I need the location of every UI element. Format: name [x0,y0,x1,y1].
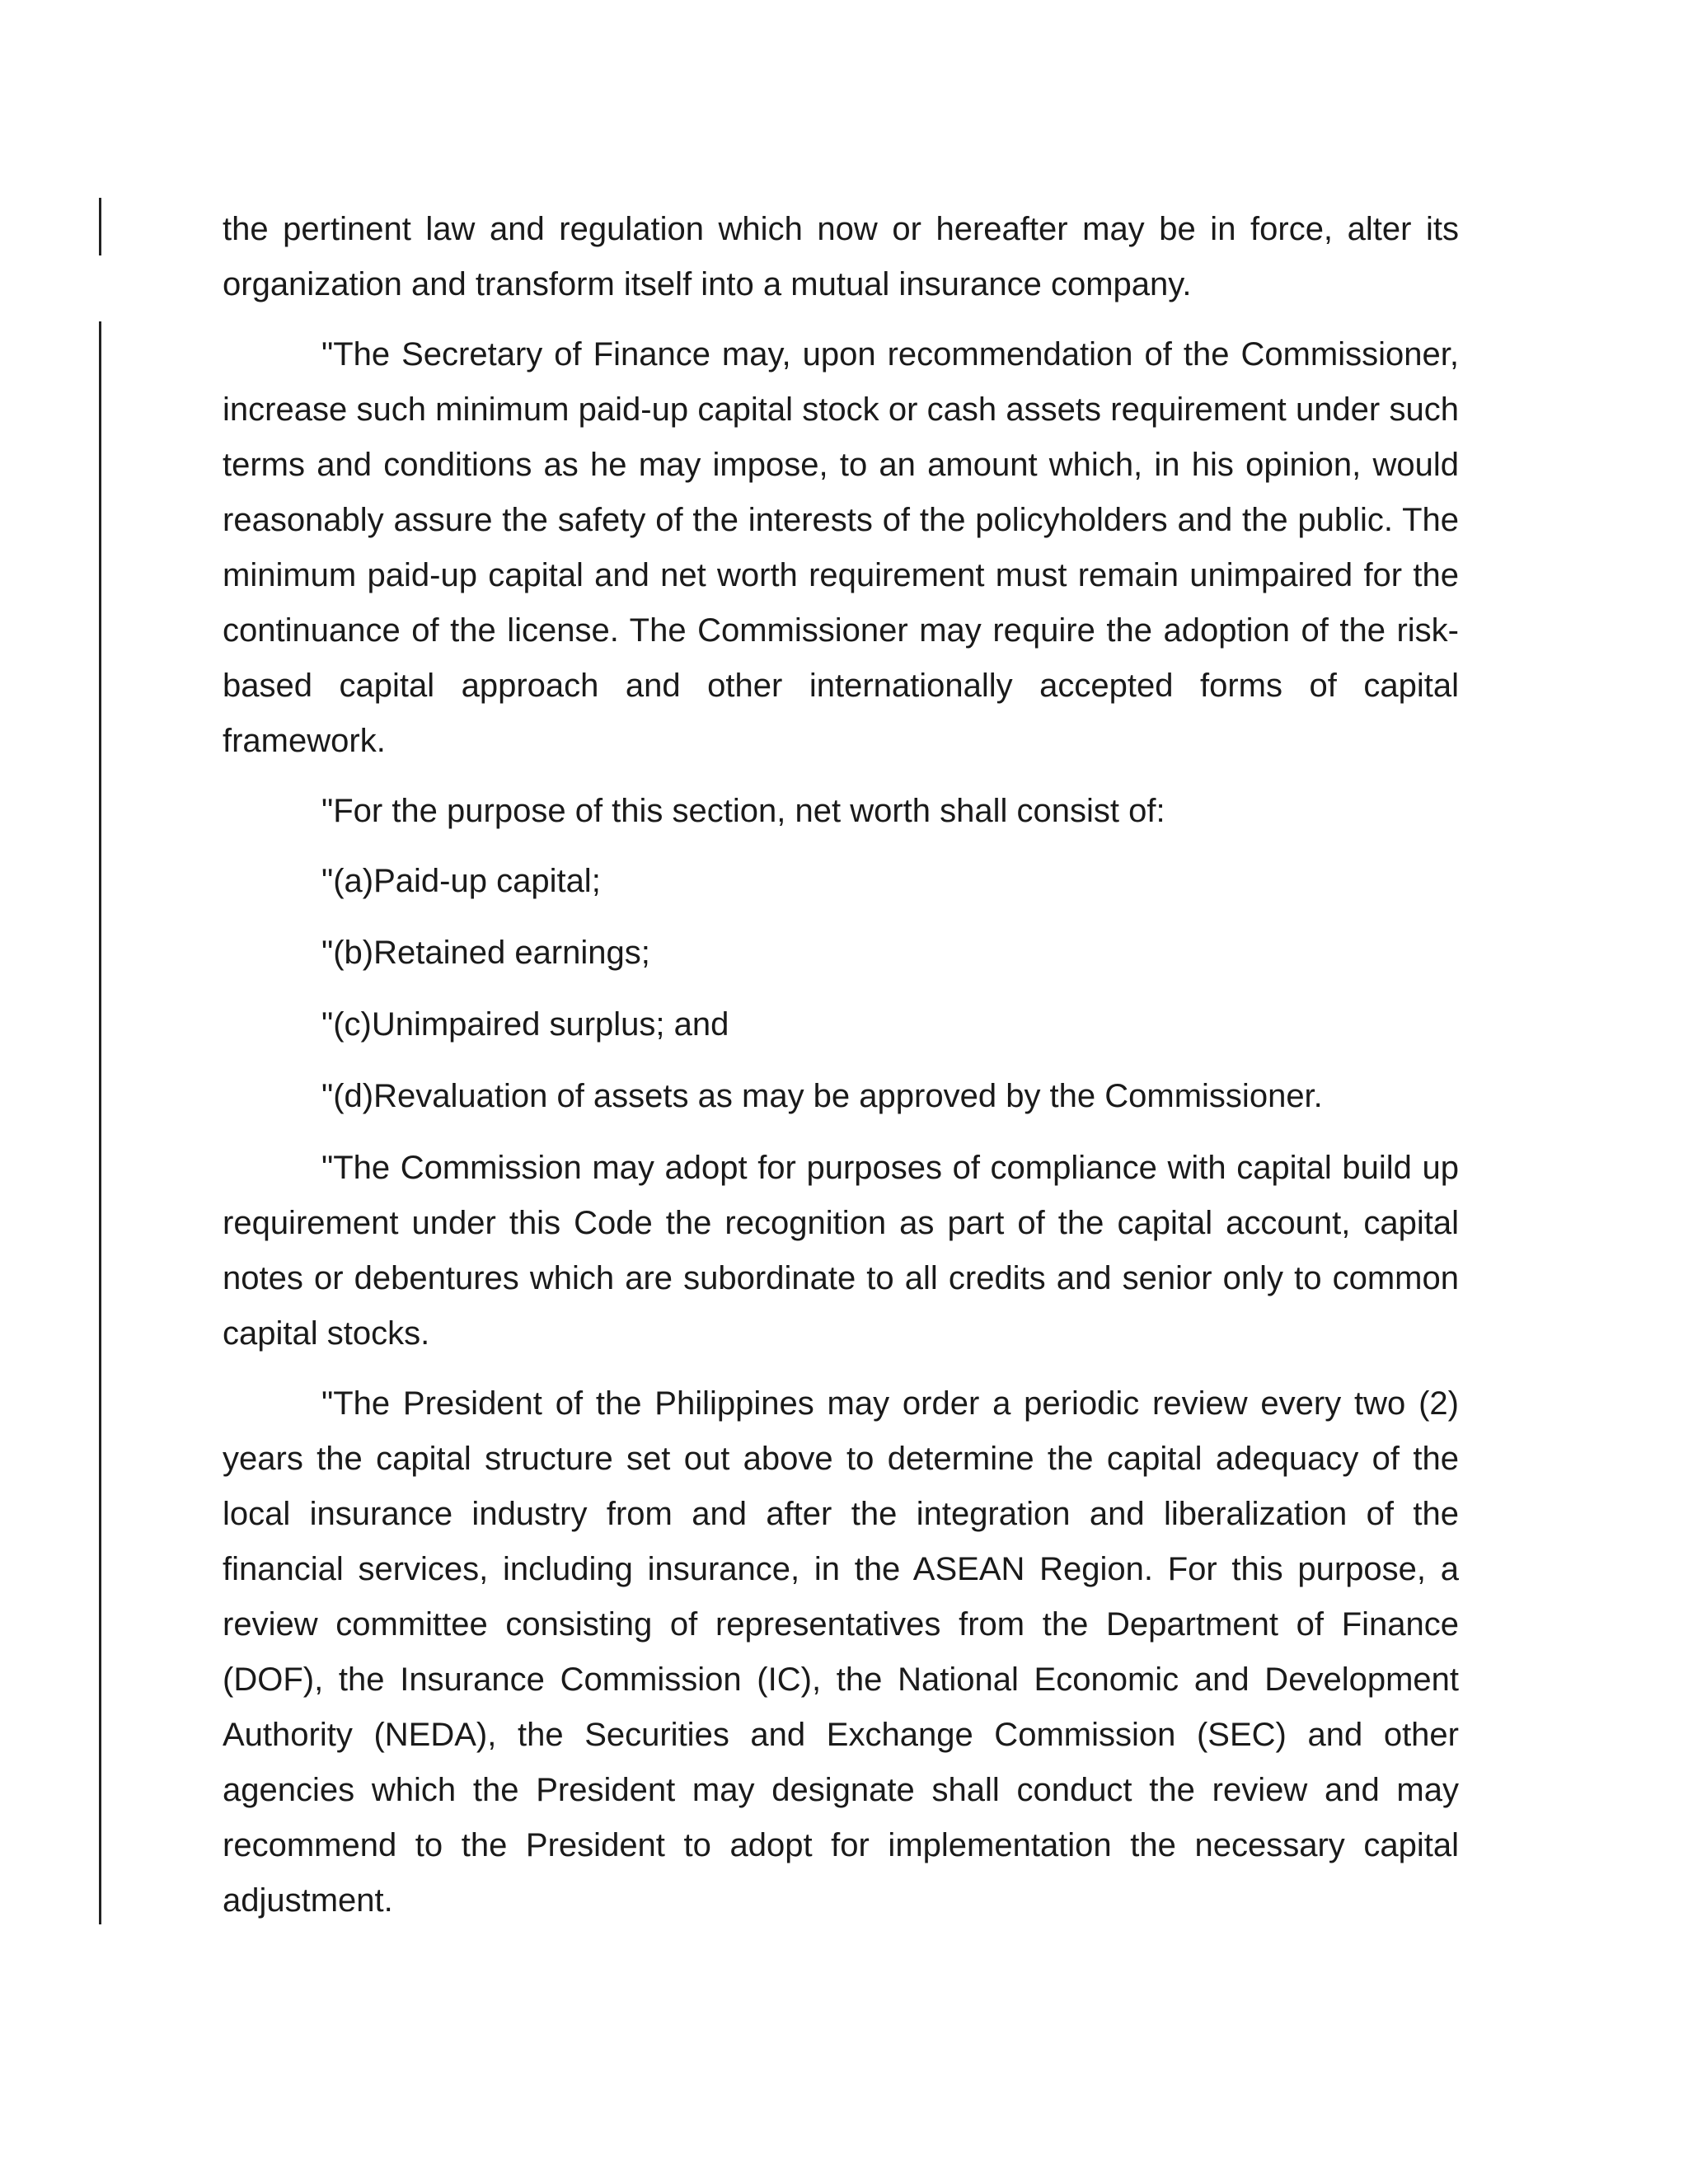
list-item-unimpaired-surplus: "(c)Unimpaired surplus; and [321,1006,729,1043]
document-body [223,202,1459,1943]
list-item-revaluation-of-assets: "(d)Revaluation of assets as may be approved by the Commissioner. [321,1078,1323,1114]
list-item-retained-earnings: "(b)Retained earnings; [321,935,650,971]
paragraph-secretary-of-finance: "The Secretary of Finance may, upon recommendation of the Commissioner, increase such minimum paid-up capital stock or cash assets requirement under such terms and conditions as he may impose, to an amount which, in his opinion, would reasonably assure the safety of the interests of the policyholders and the public. The minimum paid-up capital and net worth requirement must remain unimpaired for the continuance of the license. The Commissioner may require the adoption of the risk-based capital approach and other internationally accepted forms of capital framework. [223,336,1459,759]
paragraph-capital-build-up: "The Commission may adopt for purposes of compliance with capital build up requirement under this Code the recognition as part of the capital account, capital notes or debentures which are subordinate to all credits and senior only to common capital stocks. [223,1150,1459,1352]
list-item-paid-up-capital: "(a)Paid-up capital; [321,863,601,899]
revision-bar-top [99,198,101,255]
paragraph-net-worth-intro: "For the purpose of this section, net worth shall consist of: [321,793,1165,829]
revision-bar-main [99,321,101,1924]
paragraph-periodic-review: "The President of the Philippines may order a periodic review every two (2) years the capital structure set out above to determine the capital adequacy of the local insurance industry from and after the integration and liberalization of the financial services, including insurance, in the ASEAN Region. For this purpose, a review committee consisting of representatives from the Department of Finance (DOF), the Insurance Commission (IC), the National Economic and Development Authority (NEDA), the Securities and Exchange Commission (SEC) and other agencies which the President may designate shall conduct the review and may recommend to the President to adopt for implementation the necessary capital adjustment. [223,1385,1459,1919]
paragraph-continuation: the pertinent law and regulation which now or hereafter may be in force, alter its organization and transform itself into a mutual insurance company. [223,211,1459,302]
